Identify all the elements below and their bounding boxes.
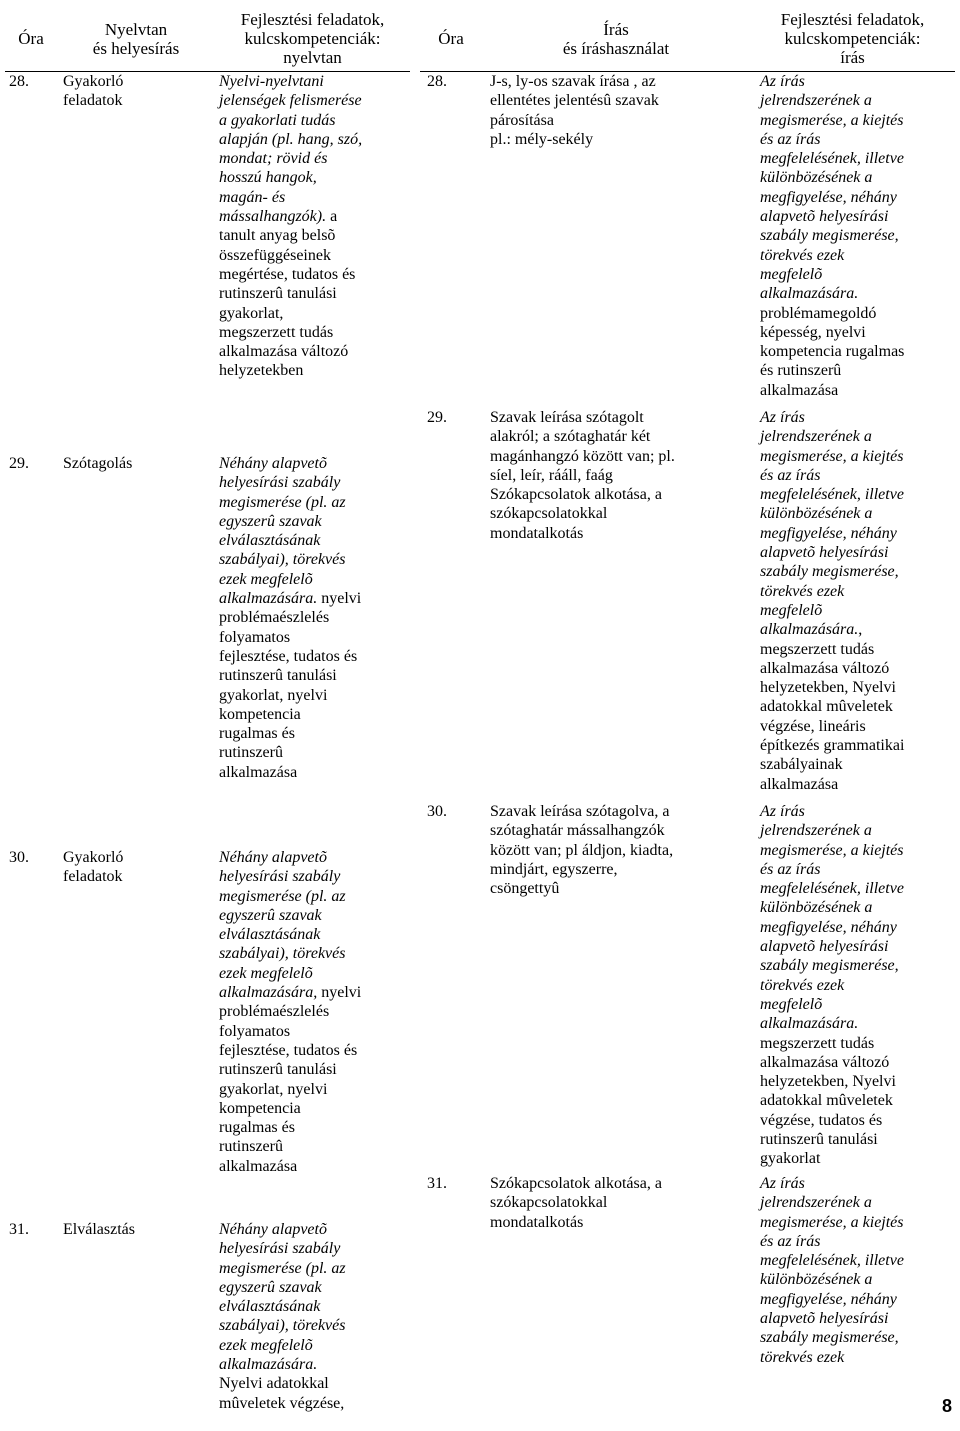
development-tasks-italic: Az írás jelrendszerének a megismerése, a kiejtés és az írás megfelelésének, illetve különbözésének a megfigyelése, néhány alapvetõ helyesírási szabály megismerése, törekvés ezek megfelelõ alkalmazására. (760, 409, 904, 639)
hour-number: 30. (9, 849, 29, 866)
table-row (5, 1220, 410, 1413)
hour-number: 29. (9, 455, 29, 472)
table-row (420, 802, 955, 1174)
writing-task: J-s, ly-os szavak írása , az ellentétes jelentésû szavak párosítása pl.: mély-sekély (490, 73, 659, 148)
development-tasks (215, 848, 410, 1220)
hour-number: 28. (9, 73, 29, 90)
writing-table (420, 8, 955, 1367)
development-tasks-normal: problémamegoldó képesség, nyelvi kompetencia rugalmas és rutinszerû alkalmazása (760, 304, 905, 399)
table-row (5, 848, 410, 1220)
hour-number: 29. (427, 409, 447, 426)
table-row (5, 72, 410, 455)
grammar-table-header (5, 8, 410, 72)
writing-task: Szókapcsolatok alkotása, a szókapcsolatokkal mondatalkotás (490, 1175, 662, 1231)
lesson-topic: Szótagolás (63, 455, 133, 472)
header-grammar-topic: Nyelvtan és helyesírás (57, 8, 215, 72)
grammar-table-section (5, 8, 410, 1412)
grammar-table (5, 8, 410, 1413)
development-tasks-normal: nyelvi problémaészlelés folyamatos fejlesztése, tudatos és rutinszerû tanulási gyakorlat, nyelvi kompetencia rugalmas és rutinszerû alkalmazása (219, 590, 362, 781)
hour-number: 31. (9, 1221, 29, 1238)
development-tasks (750, 802, 955, 1174)
lesson-topic: Gyakorló feladatok (63, 849, 124, 886)
header-grammar-development: Fejlesztési feladatok, kulcskompetenciák: nyelvtan (215, 8, 410, 72)
development-tasks-normal: a tanult anyag belsõ összefüggéseinek megértése, tudatos és rutinszerû tanulási gyakorlat, megszerzett tudás alkalmazása változó helyzetekben (219, 208, 356, 380)
development-tasks (215, 454, 410, 848)
development-tasks-italic: Az írás jelrendszerének a megismerése, a kiejtés és az írás megfelelésének, illetve különbözésének a megfigyelése, néhány alapvetõ helyesírási szabály megismerése, törekvés ezek (760, 1175, 904, 1366)
table-row (420, 72, 955, 409)
writing-task: Szavak leírása szótagolt alakról; a szótaghatár két magánhangzó között van; pl. síel, leír, rááll, faág Szókapcsolatok alkotása, a szókapcsolatokkal mondatalkotás (490, 409, 675, 542)
development-tasks-normal: , megszerzett tudás alkalmazása változó helyzetekben, Nyelvi adatokkal mûveletek végzése, lineáris építkezés grammatikai szabályainak alkalmazása (760, 621, 905, 793)
lesson-topic: Elválasztás (63, 1221, 135, 1238)
development-tasks (215, 1220, 410, 1413)
header-writing-task: Írás és íráshasználat (482, 8, 750, 72)
hour-number: 30. (427, 803, 447, 820)
page-number: 8 (941, 1396, 952, 1416)
development-tasks-italic: Néhány alapvetõ helyesírási szabály megismerése (pl. az egyszerû szavak elválasztásának szabályai), törekvés ezek megfelelõ alkalmazására. (219, 455, 346, 608)
development-tasks-italic: Nyelvi-nyelvtani jelenségek felismerése a gyakorlati tudás alapján (pl. hang, szó, mondat; rövid és hosszú hangok, magán- és mássalhangzók). (219, 73, 363, 226)
development-tasks (750, 1174, 955, 1367)
development-tasks-italic: Az írás jelrendszerének a megismerése, a kiejtés és az írás megfelelésének, illetve különbözésének a megfigyelése, néhány alapvetõ helyesírási szabály megismerése, törekvés ezek megfelelõ alkalmazására. (760, 73, 904, 303)
development-tasks-normal: nyelvi problémaészlelés folyamatos fejlesztése, tudatos és rutinszerû tanulási gyakorlat, nyelvi kompetencia rugalmas és rutinszerû alkalmazása (219, 984, 362, 1175)
development-tasks-normal: megszerzett tudás alkalmazása változó helyzetekben, Nyelvi adatokkal mûveletek végzése, tudatos és rutinszerû tanulási gyakorlat (760, 1034, 896, 1168)
development-tasks-normal: Nyelvi adatokkal mûveletek végzése, (219, 1375, 345, 1412)
development-tasks (215, 72, 410, 455)
development-tasks (750, 72, 955, 409)
hour-number: 28. (427, 73, 447, 90)
hour-number: 31. (427, 1175, 447, 1192)
lesson-topic: Gyakorló feladatok (63, 73, 124, 110)
writing-table-header (420, 8, 955, 72)
header-hour: Óra (420, 8, 482, 72)
table-row (420, 1174, 955, 1367)
header-writing-development: Fejlesztési feladatok, kulcskompetenciák: írás (750, 8, 955, 72)
writing-table-section (420, 8, 955, 1368)
table-row (5, 454, 410, 848)
development-tasks (750, 408, 955, 802)
development-tasks-italic: Az írás jelrendszerének a megismerése, a kiejtés és az írás megfelelésének, illetve különbözésének a megfigyelése, néhány alapvetõ helyesírási szabály megismerése, törekvés ezek megfelelõ alkalmazására. (760, 803, 904, 1033)
writing-task: Szavak leírása szótagolva, a szótaghatár mássalhangzók között van; pl áldjon, kiadta, mindjárt, egyszerre, csöngettyû (490, 803, 674, 898)
development-tasks-italic: Néhány alapvetõ helyesírási szabály megismerése (pl. az egyszerû szavak elválasztásának szabályai), törekvés ezek megfelelõ alkalmazására. (219, 1221, 346, 1374)
header-hour: Óra (5, 8, 57, 72)
table-row (420, 408, 955, 802)
development-tasks-italic: Néhány alapvetõ helyesírási szabály megismerése (pl. az egyszerû szavak elválasztásának szabályai), törekvés ezek megfelelõ alkalmazására, (219, 849, 346, 1002)
